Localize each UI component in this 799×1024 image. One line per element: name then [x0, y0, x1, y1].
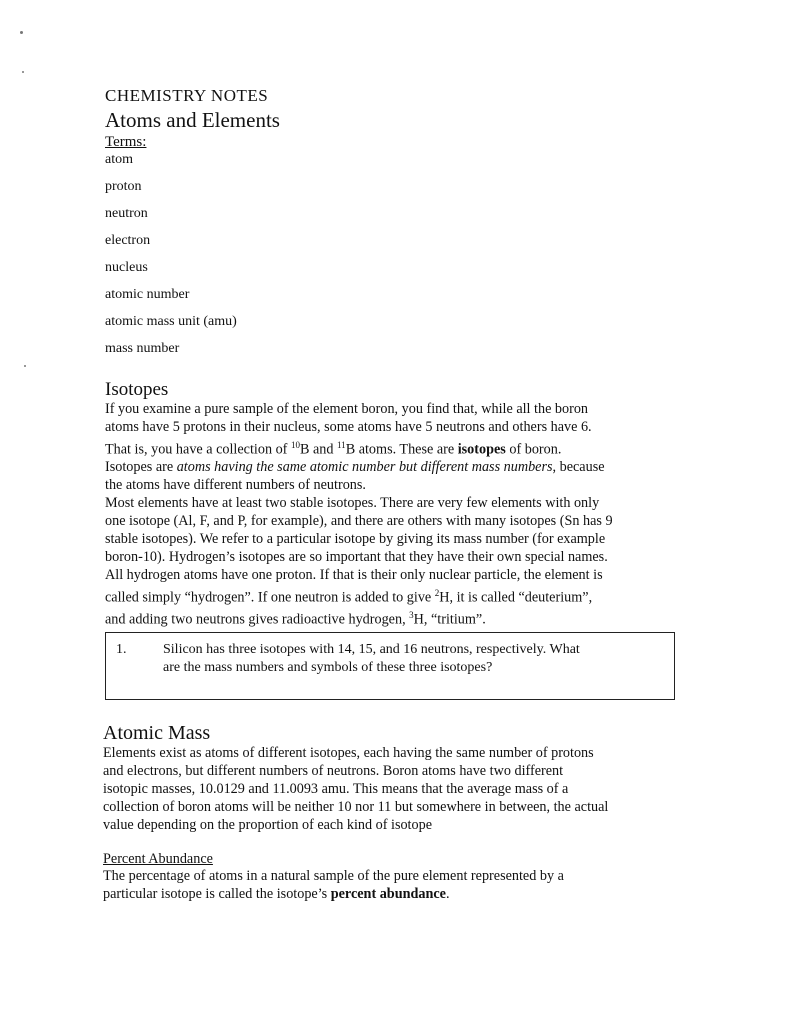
text-run: of boron. — [505, 441, 562, 458]
text-line: stable isotopes). We refer to a particular isotope by giving its mass number (for example — [105, 531, 606, 548]
bold-term: percent abundance — [330, 886, 446, 903]
text-line: are the mass numbers and symbols of these three isotopes? — [163, 660, 493, 675]
atomic-mass-heading: Atomic Mass — [103, 722, 211, 744]
text-run: , because — [552, 459, 605, 476]
scan-speck — [22, 71, 24, 73]
scan-speck — [24, 365, 26, 367]
superscript: 3 — [409, 610, 414, 621]
text-line: isotopic masses, 10.0129 and 11.0093 amu. This means that the average mass of a — [103, 780, 569, 797]
text-run: called simply “hydrogen”. If one neutron is added to give — [105, 589, 435, 606]
text-run: and adding two neutrons gives radioactive hydrogen, — [105, 612, 410, 629]
term-item: neutron — [105, 206, 148, 221]
text-run: H, “tritium”. — [413, 612, 486, 629]
isotopes-paragraph-2 — [105, 495, 685, 630]
bold-term: isotopes — [457, 441, 506, 458]
text-line: If you examine a pure sample of the element boron, you find that, while all the boron — [105, 401, 589, 417]
terms-list — [105, 151, 685, 367]
text-line: Most elements have at least two stable isotopes. There are very few elements with only — [105, 495, 600, 512]
text-line — [103, 886, 688, 904]
notes-content — [105, 86, 685, 630]
text-line — [105, 607, 685, 630]
italic-definition: atoms having the same atomic number but different mass numbers — [176, 459, 553, 476]
text-run: H, it is called “deuterium”, — [439, 589, 593, 606]
text-run: . — [445, 886, 450, 903]
question-text — [163, 641, 643, 677]
term-item: nucleus — [105, 260, 148, 275]
superscript: 10 — [290, 439, 300, 450]
term-item: atomic number — [105, 287, 190, 302]
term-item: atom — [105, 152, 133, 167]
text-line: boron-10). Hydrogen’s isotopes are so important that they have their own special names. — [105, 548, 608, 565]
percent-abundance-heading: Percent Abundance — [103, 850, 213, 867]
text-line: collection of boron atoms will be neither 10 nor 11 but somewhere in between, the actual — [103, 798, 609, 815]
terms-label: Terms: — [105, 134, 147, 150]
text-line: the atoms have different numbers of neutrons. — [105, 477, 366, 494]
text-run: B atoms. These are — [345, 441, 458, 458]
scan-speck — [20, 31, 23, 34]
superscript: 11 — [337, 439, 346, 450]
superscript: 2 — [434, 587, 440, 598]
text-line: The percentage of atoms in a natural sample of the pure element represented by a — [103, 868, 564, 885]
text-line: one isotope (Al, F, and P, for example), and there are others with many isotopes (Sn has 9 — [105, 513, 613, 530]
text-line: Elements exist as atoms of different isotopes, each having the same number of protons — [103, 745, 594, 761]
isotopes-heading: Isotopes — [105, 379, 169, 400]
text-line: All hydrogen atoms have one proton. If that is their only nuclear particle, the element is — [105, 566, 603, 583]
text-line: value depending on the proportion of each kind of isotope — [103, 816, 432, 833]
text-line: and electrons, but different numbers of neutrons. Boron atoms have two different — [103, 762, 564, 779]
question-number: 1. — [116, 642, 127, 657]
text-line — [105, 585, 685, 608]
subject-header: CHEMISTRY NOTES — [105, 86, 269, 105]
text-line — [105, 437, 685, 460]
text-run: particular isotope is called the isotope’s — [103, 886, 331, 903]
atomic-mass-section — [103, 721, 688, 904]
text-run: Isotopes are — [105, 459, 177, 476]
term-item: proton — [105, 179, 142, 194]
term-item: electron — [105, 233, 151, 248]
text-line — [105, 459, 685, 477]
text-run: That is, you have a collection of — [105, 441, 291, 458]
text-line: atoms have 5 protons in their nucleus, some atoms have 5 neutrons and others have 6. — [105, 418, 592, 435]
term-item: atomic mass unit (amu) — [105, 314, 237, 329]
isotopes-paragraph-1 — [105, 401, 685, 495]
page-title: Atoms and Elements — [105, 108, 280, 132]
question-box — [105, 632, 675, 700]
text-run: B and — [299, 441, 338, 458]
term-item: mass number — [105, 341, 180, 356]
text-line: Silicon has three isotopes with 14, 15, and 16 neutrons, respectively. What — [163, 642, 580, 657]
